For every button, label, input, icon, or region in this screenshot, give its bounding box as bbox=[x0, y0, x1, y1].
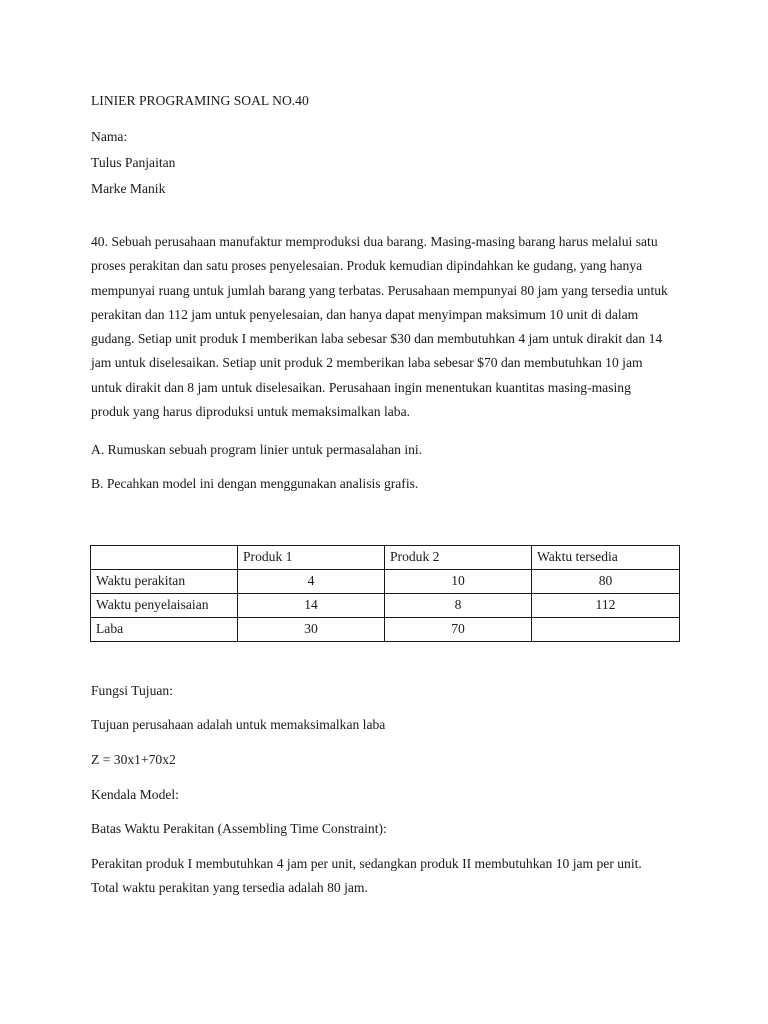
table-header-cell bbox=[91, 546, 238, 570]
table-cell: 30 bbox=[238, 618, 385, 642]
name-label: Nama: bbox=[91, 129, 128, 144]
question-b: B. Pecahkan model ini dengan menggunakan analisis grafis. bbox=[91, 476, 419, 491]
paragraph-line: mempunyai ruang untuk jumlah barang yang terbatas. Perusahaan mempunyai 80 jam yang tersedia untuk bbox=[91, 282, 668, 298]
table-cell bbox=[532, 618, 680, 642]
table-cell: 80 bbox=[532, 570, 680, 594]
paragraph-line: Total waktu perakitan yang tersedia adalah 80 jam. bbox=[91, 880, 368, 896]
table-header-cell: Produk 1 bbox=[238, 546, 385, 570]
table-header-cell: Produk 2 bbox=[385, 546, 532, 570]
document-title: LINIER PROGRAMING SOAL NO.40 bbox=[91, 93, 309, 108]
paragraph-line: produk yang harus diproduksi untuk memaksimalkan laba. bbox=[91, 404, 411, 420]
table-cell: 14 bbox=[238, 594, 385, 618]
assembly-paragraph bbox=[91, 852, 681, 901]
paragraph-line: Perakitan produk I membutuhkan 4 jam per unit, sedangkan produk II membutuhkan 10 jam per unit. bbox=[91, 856, 642, 871]
table-cell: 70 bbox=[385, 618, 532, 642]
paragraph-line: proses perakitan dan satu proses penyelesaian. Produk kemudian dipindahkan ke gudang, yang hanya bbox=[91, 258, 643, 274]
problem-paragraph bbox=[91, 230, 681, 424]
paragraph-line: jam untuk diselesaikan. Setiap unit produk 2 memberikan laba sebesar $70 dan membutuhkan 10 jam bbox=[91, 355, 643, 371]
objective-text: Tujuan perusahaan adalah untuk memaksimalkan laba bbox=[91, 717, 386, 732]
data-table bbox=[90, 545, 680, 642]
table-row bbox=[91, 570, 680, 594]
question-a: A. Rumuskan sebuah program linier untuk permasalahan ini. bbox=[91, 442, 423, 457]
table-cell: 4 bbox=[238, 570, 385, 594]
table-cell: Laba bbox=[91, 618, 238, 642]
table-cell: Waktu penyelaisaian bbox=[91, 594, 238, 618]
paragraph-line: 40. Sebuah perusahaan manufaktur memproduksi dua barang. Masing-masing barang harus melalui satu bbox=[91, 234, 658, 249]
table-row bbox=[91, 618, 680, 642]
objective-heading: Fungsi Tujuan: bbox=[91, 683, 173, 698]
table-cell: 8 bbox=[385, 594, 532, 618]
author-name: Tulus Panjaitan bbox=[91, 155, 176, 170]
author-name: Marke Manik bbox=[91, 181, 166, 196]
table-row bbox=[91, 594, 680, 618]
table-cell: 112 bbox=[532, 594, 680, 618]
table-cell: 10 bbox=[385, 570, 532, 594]
paragraph-line: untuk dirakit dan 8 jam untuk diselesaikan. Perusahaan ingin menentukan kuantitas masing-masing bbox=[91, 379, 631, 395]
assembly-heading: Batas Waktu Perakitan (Assembling Time Constraint): bbox=[91, 821, 387, 836]
constraints-heading: Kendala Model: bbox=[91, 787, 179, 802]
objective-formula: Z = 30x1+70x2 bbox=[91, 752, 176, 767]
table-header-cell: Waktu tersedia bbox=[532, 546, 680, 570]
paragraph-line: perakitan dan 112 jam untuk penyelesaian, dan hanya dapat menyimpan maksimum 10 unit di dalam bbox=[91, 306, 639, 322]
table-header-row bbox=[91, 546, 680, 570]
paragraph-line: gudang. Setiap unit produk I memberikan laba sebesar $30 dan membutuhkan 4 jam untuk dirakit dan 14 bbox=[91, 331, 663, 347]
table-cell: Waktu perakitan bbox=[91, 570, 238, 594]
